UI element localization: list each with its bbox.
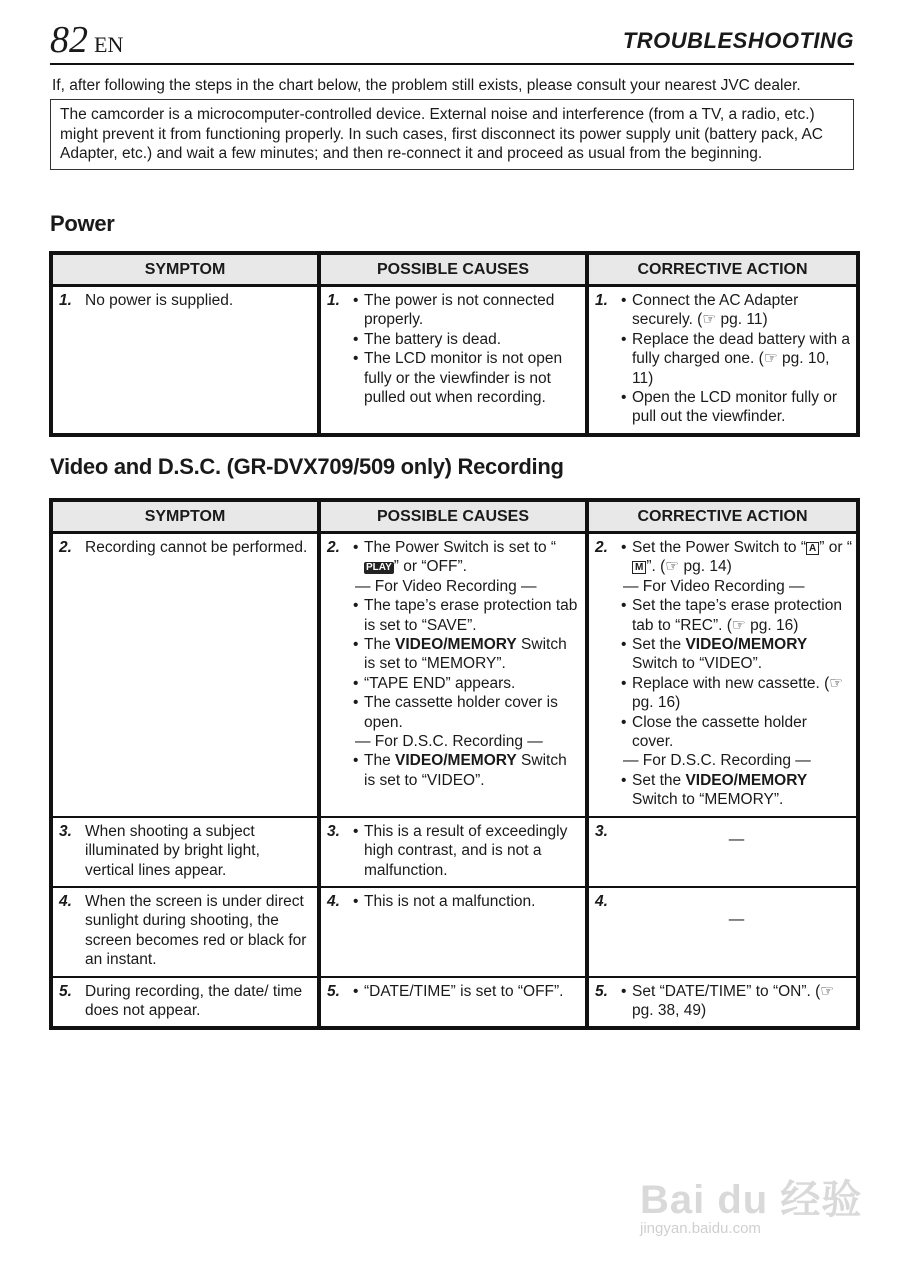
row-number: 2. [595, 539, 608, 556]
symptom-text: Recording cannot be performed. [85, 539, 308, 556]
auto-mode-icon: A [806, 542, 819, 555]
cause-item: • The VIDEO/MEMORY Switch is set to “VIDEO”. [353, 752, 567, 789]
table-row [51, 533, 858, 817]
table-row [51, 887, 858, 977]
watermark-url: jingyan.baidu.com [640, 1220, 761, 1237]
cause-item: • “DATE/TIME” is set to “OFF”. [353, 982, 564, 1000]
note-box: The camcorder is a microcomputer-controlled device. External noise and interference (from a TV, a radio, etc.) might prevent it from functioning properly. In such cases, first disconnect its power supply unit (battery pack, AC Adapter, etc.) and wait a few minutes; and then re-connect it and proceed as usual from the beginning. [50, 99, 854, 170]
cause-item: • The Power Switch is set to “PLAY ” or “OFF”. [353, 539, 557, 576]
row-number: 3. [595, 822, 608, 840]
page-number: 82 EN [50, 19, 124, 61]
symptom-text: When the screen is under direct sunlight during shooting, the screen becomes red or black for an instant. [85, 892, 307, 969]
row-number: 2. [59, 539, 72, 556]
header-rule [50, 63, 854, 65]
subheading: — For D.S.C. Recording — [623, 752, 811, 770]
row-number: 4. [59, 892, 72, 910]
language-label: EN [94, 32, 124, 57]
action-item: • Replace with new cassette. (☞ pg. 16) [621, 674, 844, 712]
cause-item: • This is not a malfunction. [353, 892, 536, 910]
cause-item: • The VIDEO/MEMORY Switch is set to “MEMORY”. [353, 636, 567, 673]
action-header: CORRECTIVE ACTION [587, 253, 858, 286]
action-item: • Connect the AC Adapter securely. (☞ pg. 11) [621, 292, 799, 329]
symptom-header: SYMPTOM [51, 500, 319, 533]
power-table [49, 251, 860, 437]
action-dash: — [728, 830, 745, 848]
recording-table [49, 498, 860, 1030]
action-item: • Close the cassette holder cover. [621, 713, 807, 751]
symptom-text: During recording, the date/ time does not appear. [85, 982, 303, 1019]
recording-heading: Video and D.S.C. (GR-DVX709/509 only) Recording [50, 454, 564, 479]
watermark-brand: Bai du 经验 [640, 1178, 863, 1222]
table-row [51, 977, 858, 1029]
row-number: 4. [327, 892, 340, 910]
cause-item: • The battery is dead. [353, 330, 501, 348]
row-number: 3. [59, 822, 72, 840]
manual-mode-icon: M [632, 561, 646, 574]
action-item: • Set the Power Switch to “ A ” or “M ”. (☞ pg. 14) [621, 539, 852, 576]
row-number: 4. [595, 892, 608, 910]
power-heading: Power [50, 211, 115, 236]
action-item: • Replace the dead battery with a fully charged one. (☞ pg. 10, 11) [621, 330, 850, 387]
row-number: 2. [327, 539, 340, 556]
causes-header: POSSIBLE CAUSES [319, 253, 587, 286]
cause-item: • The power is not connected properly. [353, 292, 555, 329]
subheading: — For Video Recording — [355, 577, 537, 595]
row-number: 5. [595, 982, 608, 1000]
row-number: 1. [59, 292, 72, 309]
symptom-text: When shooting a subject illuminated by bright light, vertical lines appear. [85, 822, 260, 879]
watermark [640, 1168, 863, 1237]
row-number: 3. [327, 822, 340, 840]
causes-header: POSSIBLE CAUSES [319, 500, 587, 533]
cause-item: • This is a result of exceedingly high contrast, and is not a malfunction. [353, 822, 568, 879]
cause-item: • The cassette holder cover is open. [353, 694, 558, 731]
table-header-row [51, 500, 858, 533]
play-mode-icon: PLAY [366, 562, 392, 574]
action-header: CORRECTIVE ACTION [587, 500, 858, 533]
cause-item: • “TAPE END” appears. [353, 674, 516, 692]
cause-item: • The LCD monitor is not open fully or the viewfinder is not pulled out when recording. [353, 350, 563, 407]
action-item: • Set the VIDEO/MEMORY Switch to “VIDEO”. [621, 636, 808, 673]
row-number: 1. [327, 292, 340, 309]
table-row [51, 817, 858, 887]
section-title: TROUBLESHOOTING [622, 28, 854, 53]
intro-text: If, after following the steps in the chart below, the problem still exists, please consult your nearest JVC dealer. [52, 77, 801, 94]
subheading: — For Video Recording — [623, 577, 805, 595]
symptom-header: SYMPTOM [51, 253, 319, 286]
row-number: 5. [327, 982, 340, 1000]
table-row [51, 286, 858, 435]
action-dash: — [728, 910, 745, 928]
action-item: • Set the tape’s erase protection tab to “REC”. (☞ pg. 16) [621, 597, 842, 634]
action-item: • Set “DATE/TIME” to “ON”. (☞ pg. 38, 49) [621, 982, 835, 1019]
cause-item: • The tape’s erase protection tab is set to “SAVE”. [353, 597, 578, 634]
symptom-text: No power is supplied. [85, 292, 234, 309]
row-number: 1. [595, 292, 608, 309]
action-item: • Open the LCD monitor fully or pull out the viewfinder. [621, 389, 838, 426]
table-header-row [51, 253, 858, 286]
page-header [50, 20, 854, 60]
subheading: — For D.S.C. Recording — [355, 733, 543, 751]
action-item: • Set the VIDEO/MEMORY Switch to “MEMORY”. [621, 771, 808, 809]
row-number: 5. [59, 982, 72, 1000]
